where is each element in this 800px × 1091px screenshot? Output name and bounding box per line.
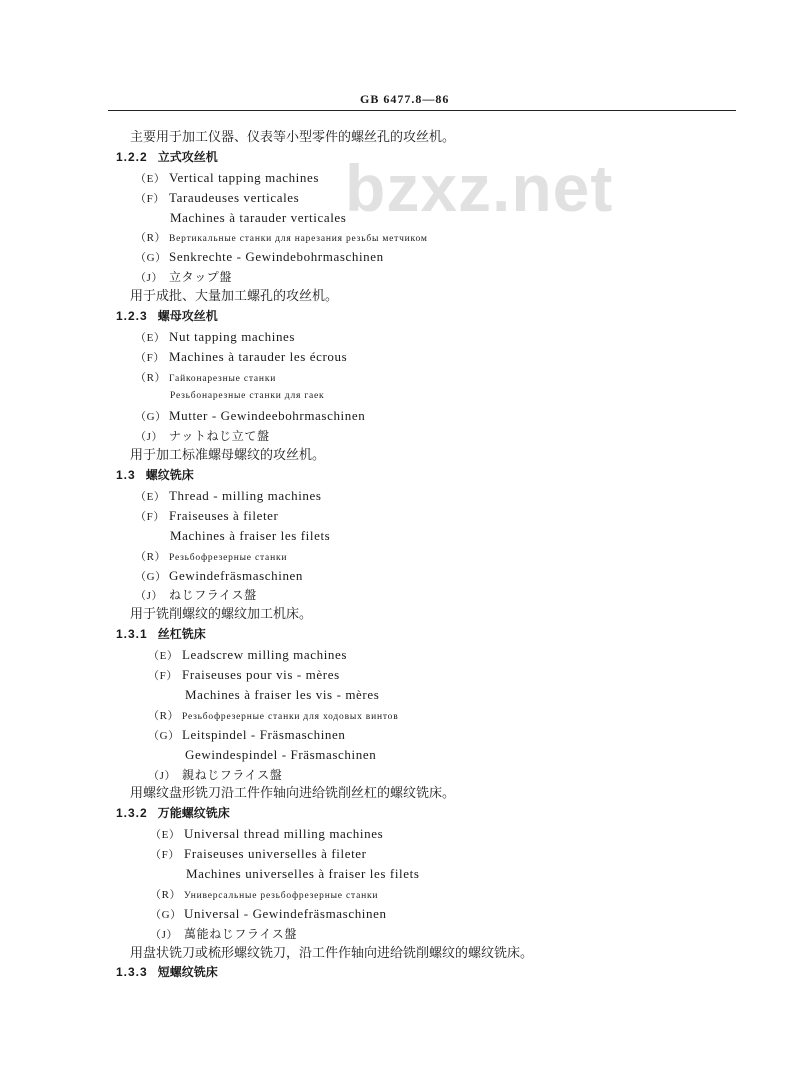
translation-text: Nut tapping machines (169, 328, 296, 344)
language-tag: （G） (135, 570, 167, 583)
definition-text (0, 446, 800, 466)
language-tag: （F） (135, 192, 165, 205)
definition-text (0, 605, 800, 625)
term-translation (0, 546, 800, 566)
translation-text: Fraiseuses universelles à fileter (184, 846, 367, 862)
language-tag: （R） (135, 232, 167, 245)
term-translation (0, 566, 800, 586)
language-tag: （F） (135, 510, 165, 523)
term-translation (0, 645, 800, 665)
term-translation (0, 367, 800, 387)
language-tag: （E） (135, 331, 166, 344)
translation-text: Fraiseuses à fileter (169, 507, 279, 523)
language-tag: （E） (150, 829, 181, 842)
translation-text: Machines universelles à fraiser les filets (186, 865, 420, 881)
language-tag: （F） (150, 849, 180, 862)
definition-sentence: 用于加工标准螺母螺纹的攻丝机。 (130, 448, 326, 464)
section-title: 短螺纹铣床 (157, 965, 218, 980)
translation-text: Резьбофрезерные станки для ходовых винтов (182, 711, 399, 722)
term-translation (0, 904, 800, 924)
language-tag: （G） (150, 908, 182, 921)
translation-text: Senkrechte - Gewindebohrmaschinen (169, 249, 384, 265)
translation-text: Vertical tapping machines (169, 169, 320, 185)
translation-text: 立タップ盤 (169, 270, 233, 285)
definition-sentence: 用盘状铣刀或梳形螺纹铣刀，沿工件作轴向进给铣削螺纹的螺纹铣床。 (130, 945, 534, 961)
term-translation (0, 765, 800, 785)
section-heading (0, 804, 800, 824)
term-translation (0, 347, 800, 367)
translation-text: Гайконарезные станки (169, 373, 277, 384)
section-heading (0, 148, 800, 168)
definition-sentence: 用于成批、大量加工螺孔的攻丝机。 (130, 289, 339, 305)
term-translation (0, 406, 800, 426)
definition-sentence: 用于铣削螺纹的螺纹加工机床。 (130, 607, 313, 623)
section-title: 立式攻丝机 (157, 149, 218, 164)
translation-text: Универсальные резьбофрезерные станки (184, 890, 379, 901)
translation-text: Machines à fraiser les filets (170, 527, 331, 543)
section-number: 1.2.3 (116, 309, 148, 324)
section-number: 1.2.2 (116, 149, 148, 164)
translation-text: 萬能ねじフライス盤 (184, 926, 297, 941)
term-translation (0, 924, 800, 944)
translation-text: Mutter - Gewindeebohrmaschinen (169, 408, 366, 424)
term-translation (0, 824, 800, 844)
language-tag: （E） (135, 172, 166, 185)
term-translation (0, 705, 800, 725)
language-tag: （R） (150, 888, 182, 901)
language-tag: （R） (135, 371, 167, 384)
term-translation (0, 506, 800, 526)
translation-text: Leitspindel - Fräsmaschinen (182, 726, 346, 742)
term-translation (0, 725, 800, 745)
language-tag: （F） (148, 670, 178, 683)
section-number: 1.3.1 (116, 627, 148, 642)
term-translation (0, 486, 800, 506)
language-tag: （G） (135, 411, 167, 424)
header-rule (108, 110, 736, 111)
section-title: 螺纹铣床 (145, 468, 194, 483)
language-tag: （E） (148, 650, 179, 663)
translation-text: Gewindefräsmaschinen (169, 567, 304, 583)
section-title: 万能螺纹铣床 (157, 806, 230, 821)
translation-continuation (0, 864, 800, 884)
translation-text: Вертикальные станки для нарезания резьбы метчиком (169, 234, 428, 245)
language-tag: （J） (148, 769, 177, 782)
term-translation (0, 267, 800, 287)
language-tag: （R） (135, 550, 167, 563)
term-translation (0, 188, 800, 208)
language-tag: （R） (148, 709, 180, 722)
term-translation (0, 426, 800, 446)
section-heading (0, 466, 800, 486)
translation-text: 親ねじフライス盤 (182, 767, 283, 782)
translation-text: Machines à tarauder verticales (170, 209, 347, 225)
section-title: 丝杠铣床 (157, 627, 206, 642)
translation-text: Резьбонарезные станки для гаек (170, 390, 325, 401)
document-header: GB 6477.8—86 (360, 92, 450, 106)
translation-text: Fraiseuses pour vis - mères (182, 667, 340, 683)
term-translation (0, 327, 800, 347)
section-number: 1.3.3 (116, 965, 148, 980)
section-number: 1.3 (116, 468, 136, 483)
section-heading (0, 625, 800, 645)
language-tag: （G） (148, 729, 180, 742)
term-translation (0, 585, 800, 605)
term-translation (0, 884, 800, 904)
section-title: 螺母攻丝机 (157, 309, 218, 324)
translation-continuation (0, 685, 800, 705)
term-translation (0, 227, 800, 247)
translation-continuation (0, 387, 800, 407)
language-tag: （F） (135, 351, 165, 364)
language-tag: （J） (150, 928, 179, 941)
language-tag: （J） (135, 590, 164, 603)
translation-text: Thread - milling machines (169, 488, 322, 504)
term-translation (0, 665, 800, 685)
translation-text: Machines à tarauder les écrous (169, 348, 348, 364)
definition-text (0, 287, 800, 307)
section-number: 1.3.2 (116, 806, 148, 821)
section-heading (0, 963, 800, 983)
translation-text: Universal - Gewindefräsmaschinen (184, 905, 387, 921)
translation-continuation (0, 526, 800, 546)
language-tag: （J） (135, 431, 164, 444)
translation-text: ねじフライス盤 (169, 588, 257, 603)
translation-text: Universal thread milling machines (184, 826, 384, 842)
definition-text (0, 128, 800, 148)
translation-text: Taraudeuses verticales (169, 189, 300, 205)
language-tag: （E） (135, 491, 166, 504)
translation-continuation (0, 745, 800, 765)
translation-text: Gewindespindel - Fräsmaschinen (185, 746, 377, 762)
definition-sentence: 用螺纹盘形铣刀沿工件作轴向进给铣削丝杠的螺纹铣床。 (130, 786, 456, 802)
translation-continuation (0, 208, 800, 228)
language-tag: （J） (135, 272, 164, 285)
translation-text: ナットねじ立て盤 (169, 429, 270, 444)
document-body (0, 128, 800, 983)
watermark: bzxz.net (345, 151, 614, 225)
translation-text: Резьбофрезерные станки (169, 552, 288, 563)
term-translation (0, 247, 800, 267)
definition-text (0, 944, 800, 964)
term-translation (0, 168, 800, 188)
translation-text: Leadscrew milling machines (182, 647, 348, 663)
section-heading (0, 307, 800, 327)
translation-text: Machines à fraiser les vis - mères (185, 686, 380, 702)
definition-sentence: 主要用于加工仪器、仪表等小型零件的螺丝孔的攻丝机。 (130, 130, 456, 145)
definition-text (0, 784, 800, 804)
language-tag: （G） (135, 252, 167, 265)
term-translation (0, 844, 800, 864)
